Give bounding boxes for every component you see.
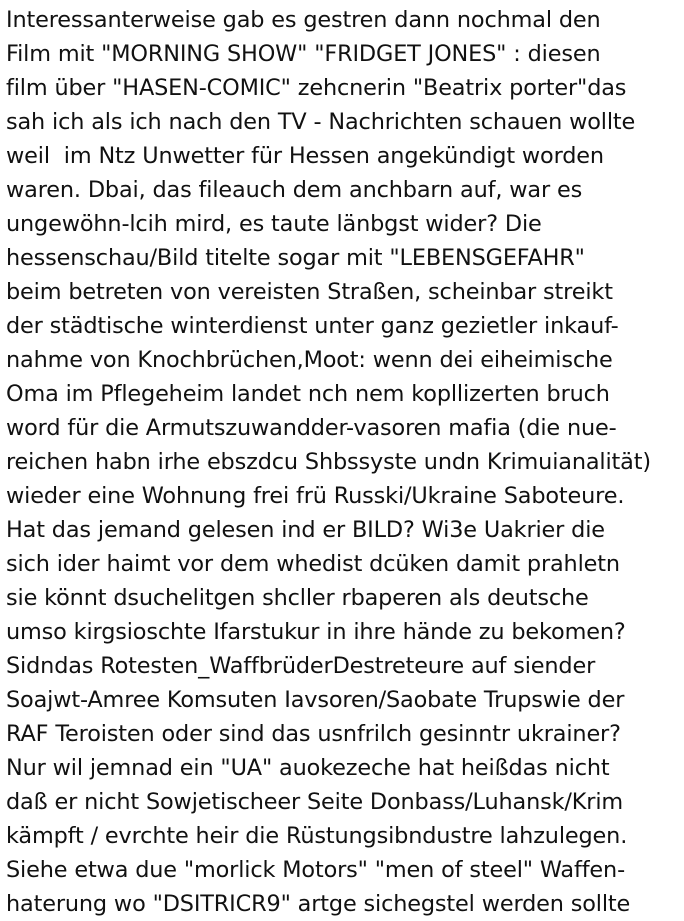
text-line: weil im Ntz Unwetter für Hessen angekündigt worden	[6, 143, 604, 169]
text-line: wieder eine Wohnung frei frü Russki/Ukraine Saboteure.	[6, 483, 625, 509]
text-line: sich ider haimt vor dem whedist dcüken damit prahletn	[6, 551, 620, 577]
text-line: waren. Dbai, das fileauch dem anchbarn auf, war es	[6, 177, 583, 203]
text-line: umso kirgsioschte Ifarstukur in ihre hände zu bekomen?	[6, 619, 626, 645]
text-line: sah ich als ich nach den TV - Nachrichten schauen wollte	[6, 109, 636, 135]
text-line: Hat das jemand gelesen ind er BILD? Wi3e Uakrier die	[6, 517, 605, 543]
text-line: daß er nicht Sowjetischeer Seite Donbass/Luhansk/Krim	[6, 789, 624, 815]
text-line: beim betreten von vereisten Straßen, scheinbar streikt	[6, 279, 613, 305]
text-line: Siehe etwa due "morlick Motors" "men of steel" Waffen-	[6, 857, 625, 883]
text-line: Oma im Pflegeheim landet nch nem kopllizerten bruch	[6, 381, 610, 407]
text-line: reichen habn irhe ebszdcu Shbssyste undn Krimuianalität)	[6, 449, 651, 475]
text-line: word für die Armutszuwandder-vasoren mafia (die nue-	[6, 415, 617, 441]
text-line: hessenschau/Bild titelte sogar mit "LEBENSGEFAHR"	[6, 245, 585, 271]
text-line: nahme von Knochbrüchen,Moot: wenn dei eiheimische	[6, 347, 613, 373]
text-line: sie könnt dsuchelitgen shcller rbaperen als deutsche	[6, 585, 589, 611]
text-line: Sidndas Rotesten_WaffbrüderDestreteure auf siender	[6, 653, 596, 679]
text-line: Interessanterweise gab es gestren dann nochmal den	[6, 7, 601, 33]
text-line: film über "HASEN-COMIC" zehcnerin "Beatrix porter"das	[6, 75, 627, 101]
text-line: ungewöhn-lcih mird, es taute länbgst wider? Die	[6, 211, 542, 237]
text-line: kämpft / evrchte heir die Rüstungsibndustre lahzulegen.	[6, 823, 628, 849]
text-line: Soajwt-Amree Komsuten Iavsoren/Saobate Trupswie der	[6, 687, 625, 713]
text-line: haterung wo "DSITRICR9" artge sichegstel werden sollte	[6, 891, 631, 917]
text-line: der städtische winterdienst unter ganz gezietler inkauf-	[6, 313, 619, 339]
text-line: Film mit "MORNING SHOW" "FRIDGET JONES" : diesen	[6, 41, 601, 67]
text-line: RAF Teroisten oder sind das usnfrilch gesinntr ukrainer?	[6, 721, 621, 747]
text-line: Nur wil jemnad ein "UA" auokezeche hat heißdas nicht	[6, 755, 610, 781]
